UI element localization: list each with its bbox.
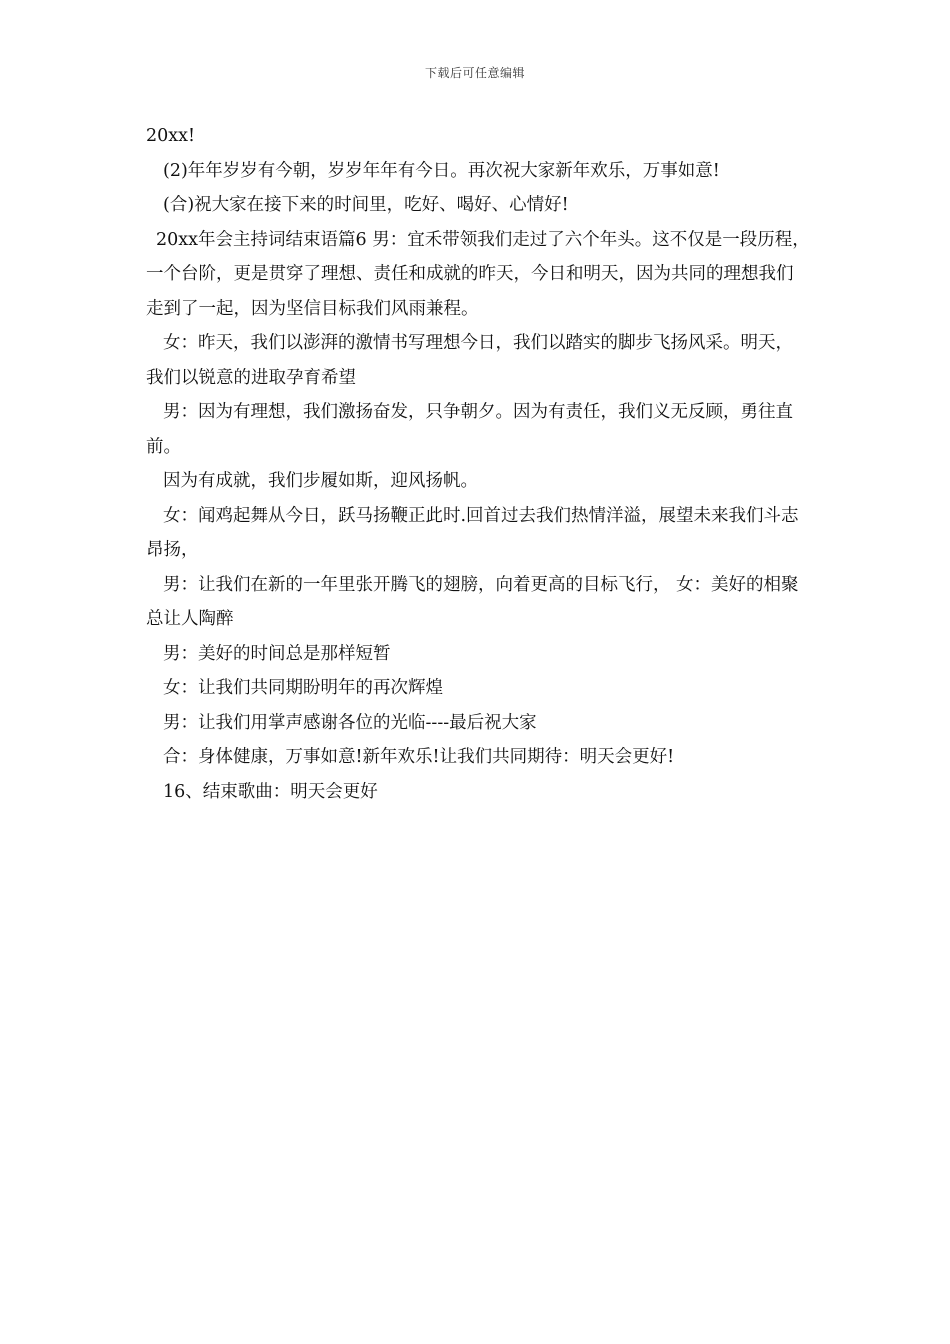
paragraph: 男：美好的时间总是那样短暂 bbox=[163, 643, 391, 664]
paragraph: 男：让我们在新的一年里张开腾飞的翅膀，向着更高的目标飞行， 女：美好的相聚总让人陶醉 bbox=[146, 574, 799, 629]
document-body bbox=[146, 119, 810, 809]
paragraph: 合：身体健康，万事如意!新年欢乐!让我们共同期待：明天会更好! bbox=[163, 747, 675, 767]
paragraph: 女：昨天，我们以澎湃的激情书写理想今日，我们以踏实的脚步飞扬风采。明天，我们以锐意的进取孕育希望 bbox=[146, 333, 793, 388]
paragraph: 16、结束歌曲：明天会更好 bbox=[163, 781, 378, 802]
paragraph: 男：让我们用掌声感谢各位的光临----最后祝大家 bbox=[163, 712, 537, 733]
paragraph: (合)祝大家在接下来的时间里，吃好、喝好、心情好! bbox=[163, 195, 569, 215]
paragraph: 女：让我们共同期盼明年的再次辉煌 bbox=[163, 678, 443, 698]
page-header: 下载后可任意编辑 bbox=[424, 66, 525, 80]
paragraph: 20xx! bbox=[146, 126, 196, 146]
paragraph: (2)年年岁岁有今朝，岁岁年年有今日。再次祝大家新年欢乐，万事如意! bbox=[163, 160, 720, 181]
paragraph: 男：因为有理想，我们激扬奋发，只争朝夕。因为有责任，我们义无反顾，勇往直前。 bbox=[146, 402, 793, 457]
paragraph: 因为有成就，我们步履如斯，迎风扬帆。 bbox=[163, 471, 478, 491]
paragraph: 女：闻鸡起舞从今日，跃马扬鞭正此时.回首过去我们热情洋溢，展望未来我们斗志昂扬， bbox=[146, 505, 799, 560]
paragraph: 20xx年会主持词结束语篇6 男：宜禾带领我们走过了六个年头。这不仅是一段历程，一个台阶，更是贯穿了理想、责任和成就的昨天，今日和明天，因为共同的理想我们走到了一起，因为坚信目标我们风雨兼程。 bbox=[146, 229, 810, 319]
